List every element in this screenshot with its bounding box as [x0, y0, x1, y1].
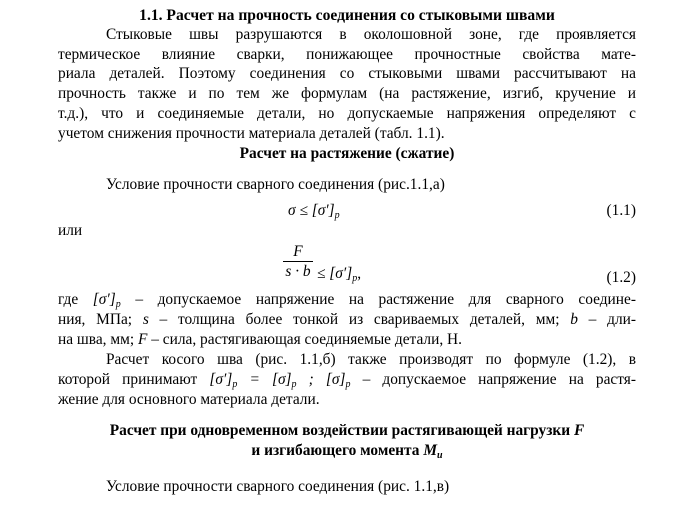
tension-heading: Расчет на растяжение (сжатие)	[239, 145, 455, 162]
expl-text: – допускаемое напряжение на растяжение для сварного соедине-	[120, 291, 636, 308]
intro-line-4: прочность также и по тем же формулам (на растяжение, изгиб, кручение и	[58, 85, 636, 102]
expl-text: – дли-	[577, 311, 636, 328]
expl-text: ния, МПа;	[58, 311, 143, 328]
section-title: 1.1. Расчет на прочность соединения со стыковыми швами	[139, 7, 555, 24]
intro-line-1: Стыковые швы разрушаются в околошовной зоне, где проявляется	[106, 26, 636, 43]
oblique-text: которой принимают	[58, 371, 210, 388]
formula-2-rhs	[317, 264, 361, 288]
oblique-text: ;	[296, 371, 326, 388]
expl-symbol-f: F	[137, 331, 148, 348]
expl-symbol-sigma: [σ′]	[92, 291, 116, 308]
oblique-sub: р	[345, 379, 351, 390]
oblique-text: – допускаемое напряжение на растя-	[350, 371, 636, 388]
explanation-line-3	[58, 330, 636, 349]
formula-2-numerator: F	[293, 243, 303, 260]
oblique-line-1: Расчет косого шва (рис. 1.1,б) также производят по формуле (1.2), в	[106, 351, 636, 368]
expl-text: – толщина более тонкой из свариваемых деталей, мм;	[148, 311, 571, 328]
combined-condition: Условие прочности сварного соединения (рис. 1.1,в)	[106, 478, 450, 495]
combined-heading-moment: M	[423, 442, 438, 459]
expl-symbol-b: b	[570, 311, 578, 328]
formula-2-tail: ,	[357, 265, 362, 282]
tension-condition: Условие прочности сварного соединения (рис.1.1,а)	[106, 176, 445, 193]
combined-heading-line-1	[58, 421, 636, 440]
oblique-sub: р	[291, 379, 297, 390]
combined-heading-text: Расчет при одновременном воздействии растягивающей нагрузки	[109, 422, 571, 439]
formula-2-rhs-text: ≤ [σ′]	[317, 265, 353, 282]
expl-symbol-s: s	[142, 311, 149, 328]
intro-line-5: т.д.), что и соединяемые детали, но допускаемые напряжения определяют с	[58, 105, 636, 122]
combined-heading-moment-sub: и	[437, 450, 443, 461]
expl-text: где	[58, 291, 93, 308]
oblique-symbol: [σ′]	[209, 371, 233, 388]
formula-2-sub: р	[352, 273, 358, 284]
formula-1-lhs: σ ≤ [σ′]	[288, 202, 335, 219]
combined-heading-text: и изгибающего момента	[251, 442, 420, 459]
expl-sub: р	[115, 299, 121, 310]
intro-line-6: учетом снижения прочности материала деталей (табл. 1.1).	[58, 125, 445, 142]
formula-2-denominator: s · b	[285, 263, 311, 280]
oblique-symbol: [σ]	[271, 371, 292, 388]
intro-line-2: термическое влияние сварки, понижающее прочностные свойства мате-	[58, 46, 636, 63]
expl-text: – сила, растягивающая соединяемые детали, Н.	[147, 331, 462, 348]
equation-number-1: (1.1)	[606, 202, 636, 219]
explanation-line-2	[58, 310, 636, 329]
oblique-text: =	[237, 371, 272, 388]
fraction-bar	[283, 261, 313, 262]
or-text: или	[58, 222, 83, 239]
oblique-sub: р	[232, 379, 238, 390]
combined-heading-var: F	[574, 422, 585, 439]
formula-1-sub: р	[334, 210, 340, 221]
expl-text: на шва, мм;	[58, 331, 138, 348]
oblique-symbol: [σ]	[325, 371, 346, 388]
combined-heading-line-2	[58, 441, 636, 465]
formula-2-fraction	[283, 243, 313, 280]
intro-line-3: риала деталей. Поэтому соединения со стыковыми швами рассчитывают на	[58, 65, 636, 82]
oblique-line-3: жение для основного материала детали.	[58, 391, 320, 408]
equation-number-2: (1.2)	[606, 269, 636, 286]
